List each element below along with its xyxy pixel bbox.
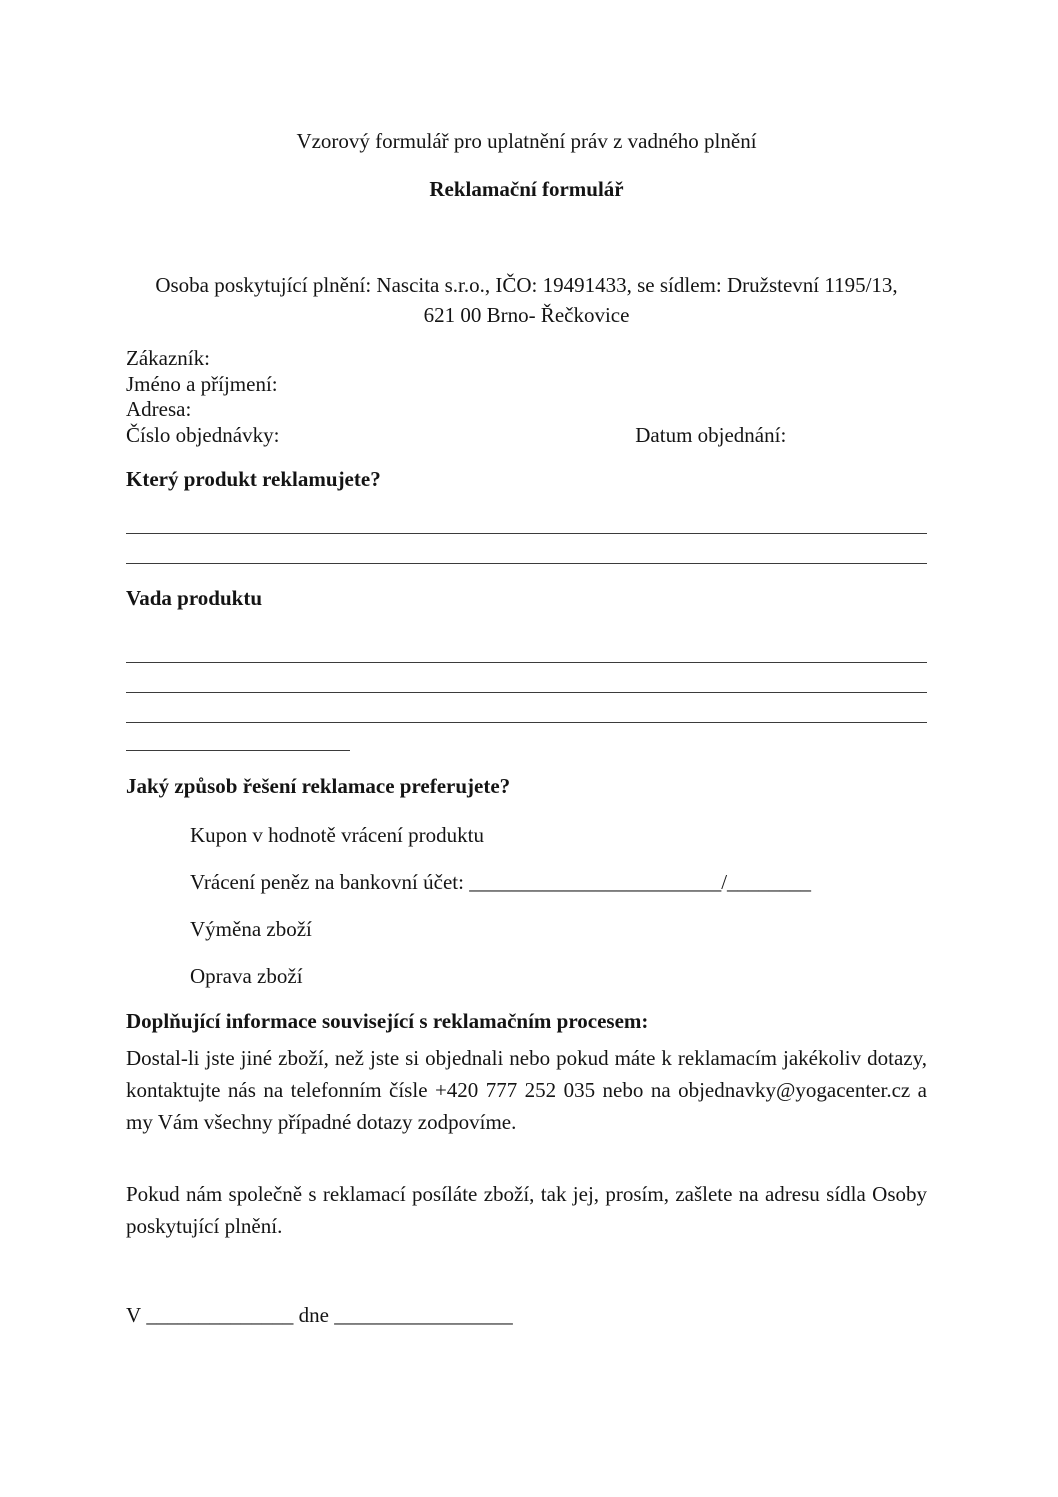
provider-info [126, 270, 927, 330]
product-write-in-area [126, 504, 927, 564]
write-in-line [126, 633, 927, 663]
option-repair: Oprava zboží [190, 964, 303, 988]
product-section-heading: Který produkt reklamujete? [126, 467, 381, 491]
info-paragraph: Dostal-li jste jiné zboží, než jste si objednali nebo pokud máte k reklamacím jakékoliv dotazy, kontaktujte nás na telefonním čísle +420 777 252 035 nebo na objednavky@yogacenter.cz a my Vám všechny případné dotazy zodpovíme. [126, 1046, 927, 1134]
customer-label: Zákazník: [126, 346, 210, 370]
provider-info-line-2: 621 00 Brno- Řečkovice [423, 303, 630, 327]
option-refund-label: Vrácení peněz na bankovní účet: [190, 870, 464, 894]
place-label: V [126, 1303, 142, 1327]
provider-info-line-1: Osoba poskytující plnění: Nascita s.r.o., IČO: 19491433, se sídlem: Družstevní 1195/13, [155, 273, 898, 297]
date-label: dne [298, 1303, 329, 1327]
write-in-line [126, 504, 927, 534]
order-number-label: Číslo objednávky: [126, 422, 280, 447]
write-in-line-short [126, 723, 350, 751]
write-in-line [126, 534, 927, 564]
address-label: Adresa: [126, 397, 192, 421]
write-in-line [126, 663, 927, 693]
option-coupon: Kupon v hodnotě vrácení produktu [190, 823, 484, 847]
info-section-heading: Doplňující informace související s reklamačním procesem: [126, 1009, 649, 1033]
customer-block [126, 346, 927, 448]
write-in-line [126, 693, 927, 723]
name-label: Jméno a příjmení: [126, 371, 278, 396]
defect-write-in-area [126, 633, 927, 751]
place-blank: ______________ [146, 1303, 294, 1327]
order-date-label: Datum objednání: [635, 422, 787, 447]
order-row [126, 423, 927, 449]
signature-line [126, 1302, 927, 1328]
form-title: Reklamační formulář [429, 177, 624, 201]
option-exchange: Výměna zboží [190, 917, 312, 941]
option-refund [190, 869, 927, 895]
refund-separator: / [721, 870, 728, 894]
defect-section-heading: Vada produktu [126, 586, 262, 610]
date-blank: _________________ [334, 1303, 513, 1327]
page-title: Vzorový formulář pro uplatnění práv z vadného plnění [296, 129, 757, 153]
resolution-options [126, 822, 927, 989]
refund-bank-code-blank: ________ [727, 870, 812, 894]
resolution-section-heading: Jaký způsob řešení reklamace preferujete? [126, 774, 511, 798]
refund-account-blank: ________________________ [469, 870, 722, 894]
shipping-paragraph: Pokud nám společně s reklamací posíláte zboží, tak jej, prosím, zašlete na adresu sídla Osoby poskytující plnění. [126, 1182, 927, 1238]
